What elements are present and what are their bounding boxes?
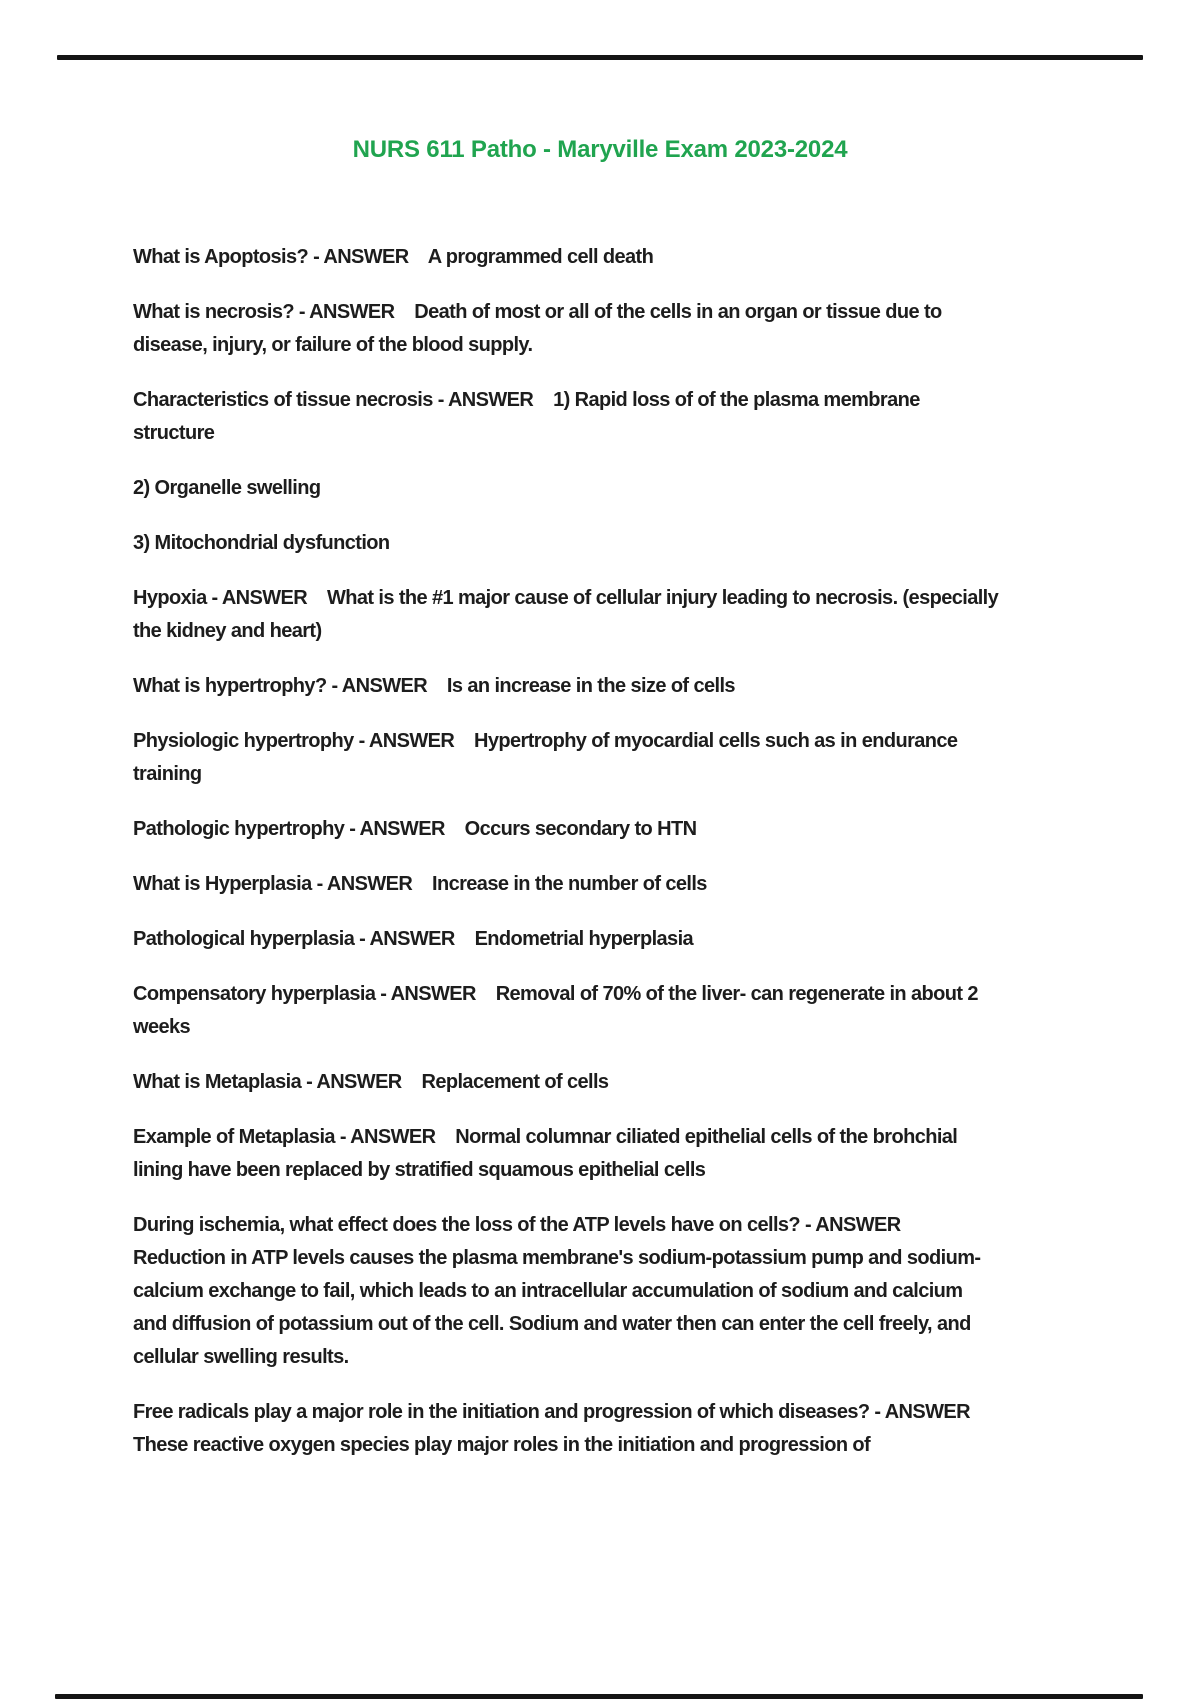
bottom-divider xyxy=(55,1694,1143,1699)
qa-paragraph: Compensatory hyperplasia - ANSWER Removal of 70% of the liver- can regenerate in about 2 weeks xyxy=(133,983,983,1038)
qa-content xyxy=(133,241,1004,1484)
page-title: NURS 611 Patho - Maryville Exam 2023-2024 xyxy=(352,136,848,163)
qa-paragraph: What is Metaplasia - ANSWER Replacement of cells xyxy=(133,1071,609,1093)
qa-paragraph: What is Hyperplasia - ANSWER Increase in the number of cells xyxy=(133,873,707,895)
qa-paragraph: What is Apoptosis? - ANSWER A programmed cell death xyxy=(133,246,654,268)
qa-paragraph: Characteristics of tissue necrosis - ANSWER 1) Rapid loss of of the plasma membrane structure xyxy=(133,389,925,444)
qa-paragraph: What is necrosis? - ANSWER Death of most or all of the cells in an organ or tissue due to disease, injury, or failure of the blood supply. xyxy=(133,301,947,356)
qa-paragraph: Pathologic hypertrophy - ANSWER Occurs secondary to HTN xyxy=(133,818,697,840)
qa-paragraph: 2) Organelle swelling xyxy=(133,477,321,499)
qa-paragraph: Physiologic hypertrophy - ANSWER Hypertrophy of myocardial cells such as in endurance training xyxy=(133,730,963,785)
qa-paragraph: Pathological hyperplasia - ANSWER Endometrial hyperplasia xyxy=(133,928,694,950)
qa-paragraph: 3) Mitochondrial dysfunction xyxy=(133,532,390,554)
qa-paragraph: Example of Metaplasia - ANSWER Normal columnar ciliated epithelial cells of the brohchial lining have been replaced by stratified squamous epithelial cells xyxy=(133,1126,963,1181)
qa-paragraph: What is hypertrophy? - ANSWER Is an increase in the size of cells xyxy=(133,675,735,697)
qa-paragraph: Hypoxia - ANSWER What is the #1 major cause of cellular injury leading to necrosis. (especially the kidney and heart) xyxy=(133,587,1004,642)
qa-paragraph: Free radicals play a major role in the initiation and progression of which diseases? - ANSWER These reactive oxygen species play major roles in the initiation and progression of xyxy=(133,1401,990,1456)
qa-paragraph: During ischemia, what effect does the loss of the ATP levels have on cells? - ANSWER Reduction in ATP levels causes the plasma membrane's sodium-potassium pump and sodium-calcium exchange to fail, which leads to an intracellular accumulation of sodium and calcium and diffusion of potassium out of the cell. Sodium and water then can enter the cell freely, and cellular swelling results. xyxy=(133,1214,981,1368)
top-divider xyxy=(57,55,1143,60)
